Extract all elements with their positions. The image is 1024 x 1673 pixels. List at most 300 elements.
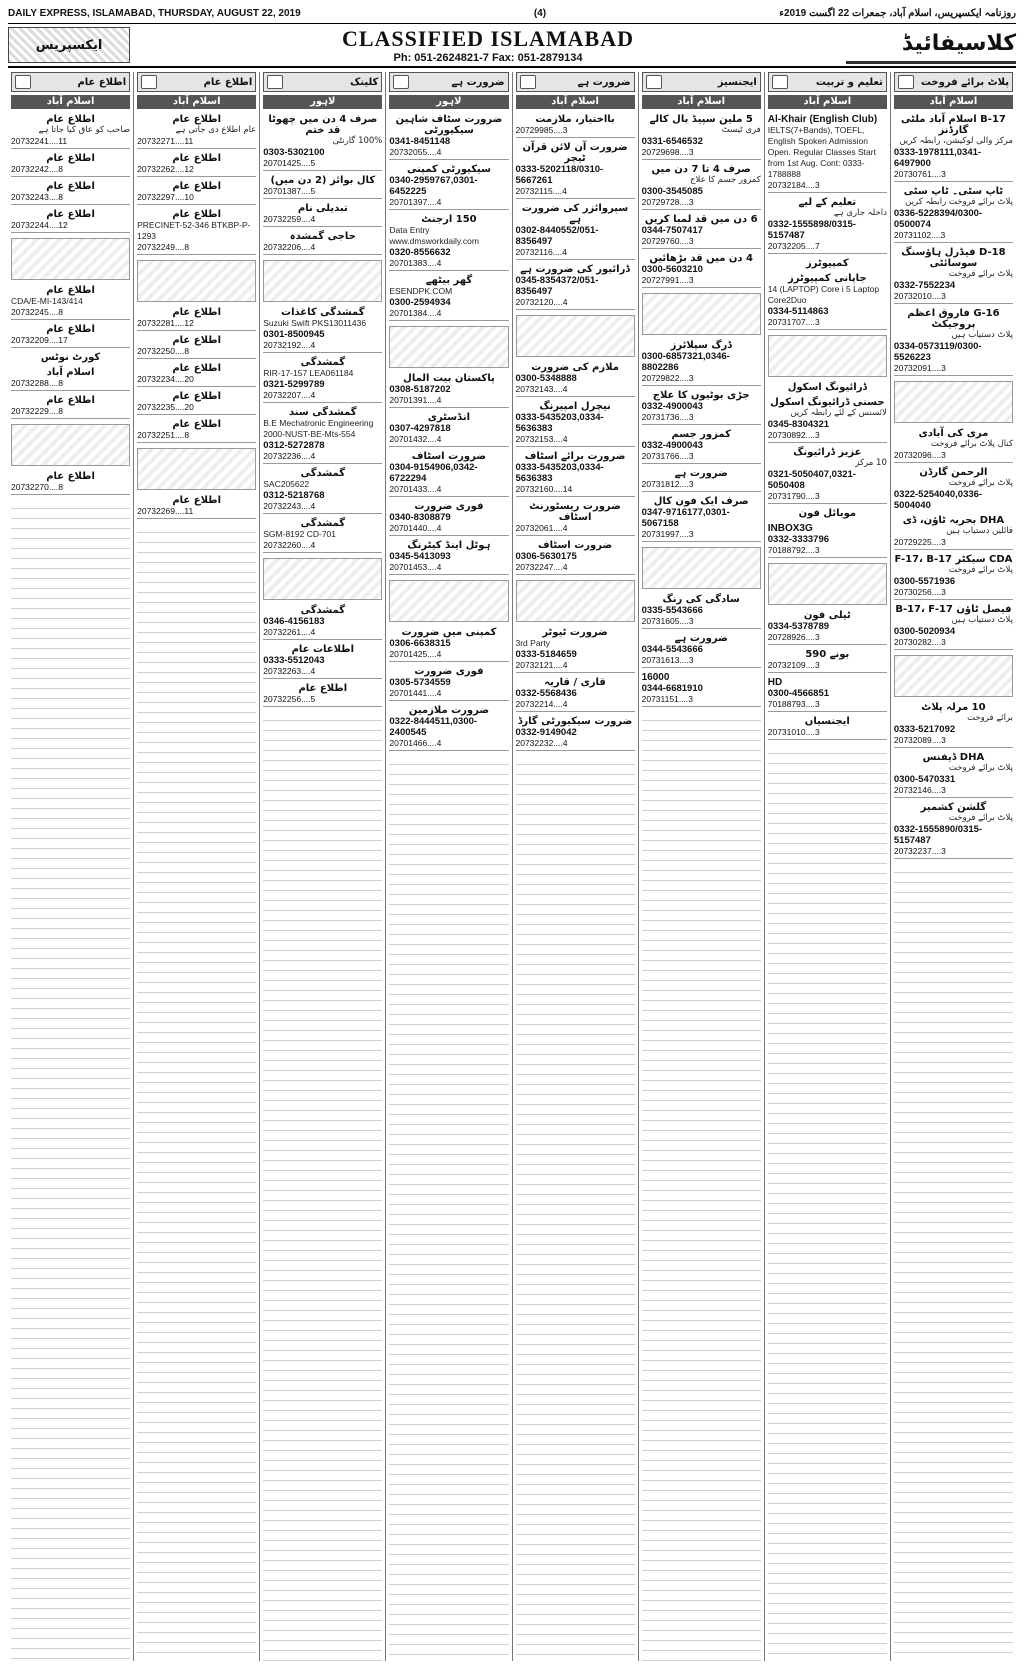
ad-title: تعلیم کے لیے bbox=[798, 197, 857, 208]
ad-reference: 20731790....3 bbox=[768, 491, 887, 504]
ad-reference: 20731605....3 bbox=[642, 616, 761, 629]
classified-ad bbox=[516, 362, 635, 397]
ad-reference: 20732091....3 bbox=[894, 363, 1013, 376]
ad-phone: 0333-5202118/0310-5667261 bbox=[515, 164, 604, 186]
ad-title: ڈرائیور کی ضرورت ہے bbox=[520, 264, 630, 275]
ad-reference: 20701387....5 bbox=[263, 186, 382, 199]
ad-reference: 20732243....8 bbox=[11, 192, 130, 205]
category-icon bbox=[520, 75, 536, 89]
classified-ad bbox=[11, 181, 130, 205]
ad-reference: 20732109....3 bbox=[768, 660, 887, 673]
ad-body: پلاٹ برائے فروخت bbox=[948, 269, 1013, 279]
ad-title: اطلاع عام bbox=[172, 209, 222, 220]
classified-ad bbox=[642, 633, 761, 668]
ad-reference: 20729822....3 bbox=[642, 373, 761, 386]
ad-title: گمشدگی کاغذات bbox=[281, 307, 365, 318]
ad-title: اطلاع عام bbox=[46, 209, 95, 220]
ad-reference: 20732260....4 bbox=[263, 540, 382, 553]
ad-title: بااختیار، ملازمت bbox=[535, 114, 615, 125]
ad-reference: 20730892....3 bbox=[768, 430, 887, 443]
ad-phone: 0333-5512043 bbox=[263, 655, 325, 666]
classified-ad bbox=[263, 518, 382, 553]
ad-reference: 20701466....4 bbox=[389, 738, 508, 751]
classified-column bbox=[638, 72, 764, 1661]
classified-ad bbox=[263, 468, 382, 514]
ad-title: اطلاعات عام bbox=[291, 644, 355, 655]
classified-ad bbox=[516, 627, 635, 673]
text-lines-filler bbox=[11, 499, 130, 1661]
classified-ad bbox=[389, 412, 508, 447]
ad-title: CDA سیکٹر F-17، B-17 bbox=[894, 554, 1013, 565]
ad-reference: 20732055....4 bbox=[389, 147, 508, 160]
ad-title: صرف 4 تا 7 دن میں bbox=[651, 164, 751, 175]
classified-ad bbox=[263, 231, 382, 255]
ad-title: اطلاع عام bbox=[172, 419, 222, 430]
ad-phone: 0345-5413093 bbox=[389, 551, 451, 562]
ad-phone: 0300-6857321,0346-8802286 bbox=[641, 351, 730, 373]
classified-ad bbox=[263, 407, 382, 464]
express-logo bbox=[8, 27, 130, 63]
ad-phone: 0320-8556632 bbox=[389, 247, 451, 258]
ad-reference: 20732121....4 bbox=[516, 660, 635, 673]
ad-reference: 20731613....3 bbox=[642, 655, 761, 668]
classified-ad bbox=[389, 501, 508, 536]
ad-body: کمزور جسم کا علاج bbox=[690, 175, 761, 185]
ad-body: صاحب کو عاق کیا جاتا ہے bbox=[38, 125, 131, 135]
ad-reference: 20732281....12 bbox=[137, 318, 256, 331]
classified-ad bbox=[516, 142, 635, 199]
classified-columns bbox=[8, 72, 1016, 1661]
city-banner: اسلام آباد bbox=[642, 95, 761, 109]
classified-ad bbox=[11, 367, 130, 391]
column-heading-text: ضرورت ہے bbox=[577, 76, 631, 88]
column-heading bbox=[389, 72, 508, 92]
ad-title: اطلاع عام bbox=[46, 395, 95, 406]
classified-ad bbox=[389, 666, 508, 701]
classified-ad bbox=[11, 209, 130, 233]
ad-reference: 20701383....4 bbox=[389, 258, 508, 271]
ad-reference: 20729760....3 bbox=[642, 236, 761, 249]
category-icon bbox=[898, 75, 914, 89]
ad-reference: 20732115....4 bbox=[516, 186, 635, 199]
ad-reference: 20731766....3 bbox=[642, 451, 761, 464]
ad-image bbox=[894, 381, 1013, 423]
text-lines-filler bbox=[516, 755, 635, 1661]
text-lines-filler bbox=[642, 711, 761, 1661]
ad-reference: 20732247....4 bbox=[516, 562, 635, 575]
ad-reference: 20731736....3 bbox=[642, 412, 761, 425]
classified-ad bbox=[642, 390, 761, 425]
ad-body: 14 (LAPTOP) Core i 5 Laptop Core2Duo bbox=[767, 284, 880, 305]
ad-title: اطلاع عام bbox=[172, 363, 222, 374]
ad-reference: 20728926....3 bbox=[768, 632, 887, 645]
classified-ad bbox=[768, 397, 887, 443]
ad-title: ٹاپ سٹی۔ ٹاپ سٹی bbox=[903, 186, 1004, 197]
classified-ad bbox=[894, 752, 1013, 798]
ad-phone: 0321-5050407,0321-5050408 bbox=[767, 469, 856, 491]
classified-column bbox=[259, 72, 385, 1661]
ad-reference: 70188792....3 bbox=[768, 545, 887, 558]
ad-title: اطلاع عام bbox=[298, 683, 348, 694]
ad-reference: 20701384....4 bbox=[389, 308, 508, 321]
ad-reference: 20701425....4 bbox=[389, 649, 508, 662]
ad-title: ٹیلی فون bbox=[803, 610, 851, 621]
ad-reference: 20732234....20 bbox=[137, 374, 256, 387]
ad-reference: 20731010....3 bbox=[768, 727, 887, 740]
ad-reference: 20701425....5 bbox=[263, 158, 382, 171]
classified-ad bbox=[642, 468, 761, 492]
ad-title: DHA ڈیفنس bbox=[922, 752, 985, 763]
ad-reference: 20732192....4 bbox=[263, 340, 382, 353]
ad-title: ضرورت ہے bbox=[674, 468, 728, 479]
classified-ad bbox=[642, 340, 761, 386]
classified-ad bbox=[263, 644, 382, 679]
classified-ad bbox=[389, 451, 508, 497]
classified-ad bbox=[263, 114, 382, 171]
ad-image bbox=[137, 448, 256, 490]
ad-reference: 20732061....4 bbox=[516, 523, 635, 536]
classified-ad bbox=[11, 352, 130, 363]
ad-phone: 0322-5254040,0336-5004040 bbox=[893, 489, 983, 511]
classified-ad bbox=[263, 605, 382, 640]
ad-phone: 0331-6546532 bbox=[641, 136, 703, 147]
classified-ad bbox=[389, 214, 508, 271]
ad-reference: 20732241....11 bbox=[11, 136, 130, 149]
ad-title: G-16 فاروق اعظم پروجیکٹ bbox=[907, 308, 1000, 330]
ad-phone: 0332-1555898/0315-5157487 bbox=[767, 219, 856, 241]
column-heading-text: پلاٹ برائے فروخت bbox=[920, 76, 1009, 88]
ad-reference: 20732245....8 bbox=[11, 307, 130, 320]
ad-title: Al-Khair (English Club) bbox=[767, 114, 878, 125]
ad-title: D-18 فیڈرل ہاؤسنگ سوسائٹی bbox=[901, 247, 1006, 269]
classified-ad bbox=[894, 186, 1013, 243]
ad-body: PRECINET-52-346 BTKBP-P-1293 bbox=[137, 220, 251, 241]
ad-phone: 0322-8444511,0300-2400545 bbox=[389, 716, 478, 738]
classified-ad bbox=[894, 702, 1013, 748]
ad-title: ڈرگ سپلائرز bbox=[670, 340, 732, 351]
ad-body: داخلہ جاری ہے bbox=[833, 208, 887, 218]
ad-phone: 0341-8451148 bbox=[389, 136, 451, 147]
category-icon bbox=[267, 75, 283, 89]
ad-title: کمپنی میں ضرورت bbox=[401, 627, 497, 638]
classified-ad bbox=[516, 203, 635, 260]
city-banner: اسلام آباد bbox=[768, 95, 887, 109]
ad-reference: 70188793....3 bbox=[768, 699, 887, 712]
ad-reference: 20731102....3 bbox=[894, 230, 1013, 243]
classified-ad bbox=[137, 391, 256, 415]
classified-ad bbox=[894, 114, 1013, 182]
category-icon bbox=[646, 75, 662, 89]
city-banner: اسلام آباد bbox=[894, 95, 1013, 109]
column-heading-text: اطلاع عام bbox=[77, 76, 127, 88]
ad-title: ضرورت ریسٹورنٹ اسٹاف bbox=[529, 501, 621, 523]
classified-ad bbox=[137, 307, 256, 331]
classified-ad bbox=[11, 114, 130, 149]
ad-reference: 20732259....4 bbox=[263, 214, 382, 227]
ad-image bbox=[516, 315, 635, 357]
ad-reference: 20732288....8 bbox=[11, 378, 130, 391]
classified-ad bbox=[516, 401, 635, 447]
ad-phone: 0321-5299789 bbox=[263, 379, 325, 390]
ad-body: پلاٹ برائے فروخت bbox=[948, 763, 1013, 773]
ad-reference: 20732116....4 bbox=[516, 247, 635, 260]
city-banner: اسلام آباد bbox=[516, 95, 635, 109]
ad-title: گمشدگی bbox=[300, 605, 346, 616]
page-number: (4) bbox=[533, 7, 547, 19]
ad-body: SAC205622 bbox=[263, 479, 310, 489]
ad-body: RIR-17-157 LEA061184 bbox=[263, 368, 354, 378]
classified-ad bbox=[516, 677, 635, 712]
ad-reference: 20732271....11 bbox=[137, 136, 256, 149]
classified-ad bbox=[768, 447, 887, 504]
classified-ad bbox=[137, 181, 256, 205]
ad-reference: 20732269....11 bbox=[137, 506, 256, 519]
column-heading bbox=[894, 72, 1013, 92]
ad-image bbox=[768, 563, 887, 605]
ad-title: 6 دن میں قد لمبا کریں bbox=[644, 214, 758, 225]
ad-title: B-17 اسلام آباد ملٹی گارڈنز bbox=[901, 114, 1006, 136]
ad-title: اطلاع عام bbox=[172, 153, 222, 164]
ad-reference: 20732153....4 bbox=[516, 434, 635, 447]
ad-title: مری کی آبادی bbox=[918, 428, 989, 439]
classified-column bbox=[385, 72, 511, 1661]
column-heading bbox=[263, 72, 382, 92]
column-heading bbox=[11, 72, 130, 92]
category-icon bbox=[393, 75, 409, 89]
classified-logo bbox=[846, 27, 1016, 64]
text-lines-filler bbox=[389, 755, 508, 1661]
ad-body: 100% گارنٹی bbox=[332, 136, 383, 146]
ad-title: گمشدگی bbox=[300, 468, 346, 479]
classified-ad bbox=[768, 382, 887, 393]
ad-body: پلاٹ برائے فروخت bbox=[948, 813, 1013, 823]
category-icon bbox=[772, 75, 788, 89]
text-lines-filler bbox=[768, 744, 887, 1661]
ad-phone: 0334-5378789 bbox=[767, 621, 830, 632]
ad-reference: 20732205....7 bbox=[768, 241, 887, 254]
classified-column bbox=[764, 72, 890, 1661]
ad-body: CDA/E-MI-143/414 bbox=[11, 296, 83, 306]
ad-reference: 20730282....3 bbox=[894, 637, 1013, 650]
ad-phone: 0307-4297818 bbox=[389, 423, 451, 434]
ad-phone: 0332-9149042 bbox=[515, 727, 577, 738]
column-heading-text: ضرورت ہے bbox=[451, 76, 505, 88]
classified-ad bbox=[768, 258, 887, 269]
classified-ad bbox=[389, 627, 508, 662]
classified-ad bbox=[137, 209, 256, 255]
ad-phone: 0333-1978111,0341-6497900 bbox=[893, 147, 982, 169]
ad-title: اسلام آباد bbox=[46, 367, 95, 378]
ad-reference: 20732297....10 bbox=[137, 192, 256, 205]
ad-title: سپروائزر کی ضرورت ہے bbox=[521, 203, 629, 225]
ad-reference: 20732214....4 bbox=[516, 699, 635, 712]
ad-title: کال بوائز (2 دن میں) bbox=[270, 175, 376, 186]
ad-reference: 20732120....4 bbox=[516, 297, 635, 310]
ad-reference: 20732249....8 bbox=[137, 242, 256, 255]
ad-reference: 20732160....14 bbox=[516, 484, 635, 497]
ad-title: ضرورت ٹیوٹر bbox=[542, 627, 608, 638]
ad-reference: 20732244....12 bbox=[11, 220, 130, 233]
classified-ad bbox=[137, 363, 256, 387]
ad-reference: 20732235....20 bbox=[137, 402, 256, 415]
ad-reference: 20732184....3 bbox=[768, 180, 887, 193]
ad-phone: 0332-3333796 bbox=[767, 534, 830, 545]
ad-title: 10 مرلہ پلاٹ bbox=[921, 702, 986, 713]
ad-reference: 20729698....3 bbox=[642, 147, 761, 160]
ad-image bbox=[137, 260, 256, 302]
ad-body: پلاٹ برائے فروخت رابطہ کریں bbox=[905, 197, 1013, 207]
ad-title: عزیز ڈرائیونگ bbox=[793, 447, 862, 458]
classified-ad bbox=[894, 308, 1013, 376]
classified-ad bbox=[389, 705, 508, 751]
ad-phone: 0312-5218768 bbox=[263, 490, 325, 501]
classified-ad bbox=[516, 501, 635, 536]
classified-ad bbox=[389, 275, 508, 321]
ad-title: حاجی گمشدہ bbox=[289, 231, 356, 242]
classified-ad bbox=[642, 253, 761, 288]
classified-ad bbox=[642, 214, 761, 249]
ad-reference: 20730761....3 bbox=[894, 169, 1013, 182]
ad-phone: 0332-5568436 bbox=[515, 688, 577, 699]
ad-phone: 0345-8304321 bbox=[767, 419, 830, 430]
ad-phone: 0340-8308879 bbox=[389, 512, 451, 523]
classified-ad bbox=[516, 264, 635, 310]
ad-title: HD bbox=[767, 677, 783, 688]
ad-reference: 20731812....3 bbox=[642, 479, 761, 492]
header-left: DAILY EXPRESS, ISLAMABAD, THURSDAY, AUGUST 22, 2019 bbox=[8, 7, 301, 19]
ad-title: پاکستان بیت المال bbox=[403, 373, 495, 384]
header-right: روزنامہ ایکسپریس، اسلام آباد، جمعرات 22 اگست 2019ء bbox=[779, 7, 1016, 19]
classified-ad bbox=[389, 164, 508, 210]
classified-ad bbox=[263, 175, 382, 199]
ad-body: پلاٹ برائے فروخت bbox=[948, 565, 1013, 575]
ad-phone: 0333-5435203,0334-5636383 bbox=[515, 462, 604, 484]
ad-body: مرکز والی لوکیشن، رابطہ کریں bbox=[899, 136, 1013, 146]
classified-ad bbox=[768, 716, 887, 740]
ad-body: پلاٹ دستیاب ہیں bbox=[951, 330, 1013, 340]
ad-title: ڈرائیونگ اسکول bbox=[787, 382, 867, 393]
ad-reference: 20731151....3 bbox=[642, 694, 761, 707]
ad-reference: 20732209....17 bbox=[11, 335, 130, 348]
classified-ad bbox=[642, 594, 761, 629]
ad-title: اطلاع عام bbox=[46, 181, 95, 192]
ad-body: Data Entry www.dmsworkdaily.com bbox=[389, 225, 479, 246]
ad-phone: 0300-5348888 bbox=[515, 373, 577, 384]
page-header-line bbox=[8, 6, 1016, 24]
classified-ad bbox=[768, 197, 887, 254]
classified-ad bbox=[263, 357, 382, 403]
ad-reference: 20732143....4 bbox=[516, 384, 635, 397]
ad-title: گلشن کشمیر bbox=[920, 802, 987, 813]
ad-phone: 0347-9716177,0301-5067158 bbox=[641, 507, 730, 529]
ad-body: عام اطلاع دی جاتی ہے bbox=[175, 125, 257, 135]
ad-phone: 0300-5470331 bbox=[893, 774, 956, 785]
classified-ad bbox=[137, 153, 256, 177]
ad-title: فوری ضرورت bbox=[414, 501, 484, 512]
classified-ad bbox=[389, 373, 508, 408]
ad-title: کمپیوٹرز bbox=[805, 258, 849, 269]
ad-title: اطلاع عام bbox=[172, 181, 222, 192]
ad-phone: 0306-6638315 bbox=[389, 638, 451, 649]
ad-body: Suzuki Swift PKS13011436 bbox=[263, 318, 367, 328]
ad-image bbox=[768, 335, 887, 377]
ad-title: اطلاع عام bbox=[46, 471, 95, 482]
ad-phone: 0332-4900043 bbox=[641, 401, 703, 412]
ad-title: اطلاع عام bbox=[46, 153, 95, 164]
ad-phone: 0340-2959767,0301-6452225 bbox=[389, 175, 478, 197]
ad-image bbox=[642, 293, 761, 335]
ad-image bbox=[11, 424, 130, 466]
city-banner: اسلام آباد bbox=[137, 95, 256, 109]
city-banner: لاہور bbox=[389, 95, 508, 109]
ad-reference: 20731707....3 bbox=[768, 317, 887, 330]
classified-ad bbox=[768, 523, 887, 558]
ad-image bbox=[389, 580, 508, 622]
ad-title: ضرورت ملازمین bbox=[408, 705, 490, 716]
ad-phone: 0345-8354372/051-8356497 bbox=[515, 275, 599, 297]
ad-reference: 20732242....8 bbox=[11, 164, 130, 177]
classified-ad bbox=[894, 428, 1013, 463]
ad-body: پلاٹ برائے فروخت bbox=[948, 478, 1013, 488]
classified-ad bbox=[894, 247, 1013, 304]
newspaper-page bbox=[8, 6, 1016, 1661]
ad-body: کنال پلاٹ برائے فروخت bbox=[930, 439, 1013, 449]
masthead-center bbox=[130, 26, 846, 64]
ad-phone: 0336-5228394/0300-0500074 bbox=[893, 208, 983, 230]
ad-reference: 20732237....3 bbox=[894, 846, 1013, 859]
classified-column bbox=[8, 72, 133, 1661]
ad-title: حسنی ڈرائیونگ اسکول bbox=[770, 397, 885, 408]
ad-phone: 0332-7552234 bbox=[893, 280, 956, 291]
ad-title: گھر بیٹھے bbox=[425, 275, 473, 286]
ad-title: انڈسٹری bbox=[427, 412, 471, 423]
ad-phone: 0300-4566851 bbox=[767, 688, 830, 699]
classified-column bbox=[512, 72, 638, 1661]
ad-title: اطلاع عام bbox=[172, 391, 222, 402]
masthead bbox=[8, 24, 1016, 68]
classified-ad bbox=[137, 495, 256, 519]
ad-reference: 20732262....12 bbox=[137, 164, 256, 177]
ad-body: برائے فروخت bbox=[967, 713, 1013, 723]
ad-reference: 20732270....8 bbox=[11, 482, 130, 495]
ad-title: 16000 bbox=[641, 672, 670, 683]
ad-phone: 0303-5302100 bbox=[263, 147, 325, 158]
classified-ad bbox=[894, 802, 1013, 859]
ad-title: اطلاع عام bbox=[46, 114, 95, 125]
classified-ad bbox=[11, 395, 130, 419]
column-heading-text: تعلیم و تربیت bbox=[815, 76, 883, 88]
ad-image bbox=[389, 326, 508, 368]
classified-ad bbox=[768, 610, 887, 645]
ad-reference: 20732232....4 bbox=[516, 738, 635, 751]
contact-line: Ph: 051-2624821-7 Fax: 051-2879134 bbox=[393, 52, 583, 64]
ad-title: ضرورت برائے اسٹاف bbox=[524, 451, 626, 462]
ad-title: بونے 590 bbox=[805, 649, 850, 660]
classified-ad bbox=[894, 467, 1013, 511]
ad-phone: 0344-5543666 bbox=[641, 644, 703, 655]
ad-title: گمشدگی سند bbox=[289, 407, 357, 418]
column-heading bbox=[642, 72, 761, 92]
ad-reference: 20701432....4 bbox=[389, 434, 508, 447]
ad-title: اطلاع عام bbox=[172, 335, 222, 346]
ad-reference: 20730256....3 bbox=[894, 587, 1013, 600]
ad-title: اطلاع عام bbox=[172, 495, 222, 506]
ad-body: IELTS(7+Bands), TOEFL, English Spoken Admission Open. Regular Classes Start from 1st Aug. Cont: 0333-1788888 bbox=[767, 125, 876, 179]
classified-ad bbox=[389, 114, 508, 160]
city-banner: اسلام آباد bbox=[11, 95, 130, 109]
ad-reference: 20732089....3 bbox=[894, 735, 1013, 748]
ad-image bbox=[516, 580, 635, 622]
